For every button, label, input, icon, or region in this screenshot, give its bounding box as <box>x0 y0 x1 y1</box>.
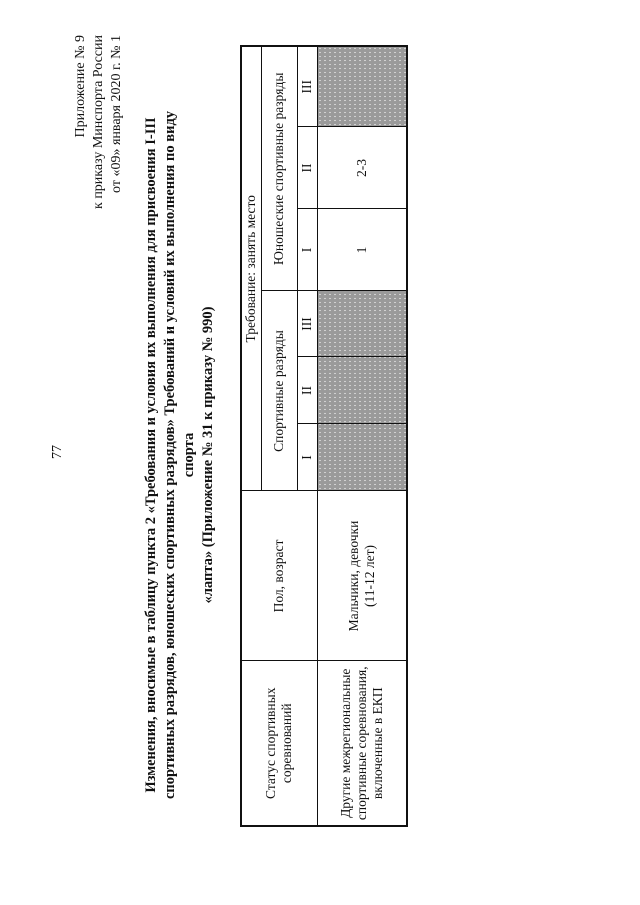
header-sport-ranks: Спортивные разряды <box>261 291 297 491</box>
cell-youth-II: 2-3 <box>317 127 407 209</box>
table-row <box>317 46 407 826</box>
header-rank-I: I <box>297 424 317 491</box>
appendix-line-3: от «09» января 2020 г. № 1 <box>109 35 124 193</box>
title-line-3: «лапта» (Приложение № 31 к приказу № 990) <box>200 306 216 604</box>
gender-age-line-1: Мальчики, девочки <box>345 520 361 632</box>
requirements-table <box>240 45 408 827</box>
title-line-2: спортивных разрядов, юношеских спортивных разрядов» Требований и условий их выполнения по виду спорта <box>162 110 197 800</box>
header-rank-II: II <box>297 357 317 424</box>
header-youth-ranks: Юношеские спортивные разряды <box>261 46 297 291</box>
cell-rank-III-shaded <box>317 291 407 357</box>
title-line-1: Изменения, вносимые в таблицу пункта 2 «Требования и условия их выполнения для присвоения I-III <box>143 117 159 793</box>
header-youth-II: II <box>297 127 317 209</box>
appendix-line-2: к приказу Минспорта России <box>91 35 106 209</box>
document-title <box>142 100 218 810</box>
gender-age-line-2: (11-12 лет) <box>361 545 377 607</box>
header-youth-III: III <box>297 46 317 127</box>
header-rank-III: III <box>297 291 317 357</box>
appendix-reference <box>72 35 126 325</box>
header-youth-I: I <box>297 209 317 291</box>
page-number: 77 <box>50 445 65 459</box>
cell-status: Другие межрегиональные спортивные соревнования, включенные в ЕКП <box>317 661 407 826</box>
appendix-line-1: Приложение № 9 <box>73 35 88 138</box>
cell-rank-II-shaded <box>317 357 407 424</box>
cell-youth-I: 1 <box>317 209 407 291</box>
header-requirement: Требование: занять место <box>241 46 261 491</box>
cell-youth-III-shaded <box>317 46 407 127</box>
header-gender-age: Пол, возраст <box>241 491 317 661</box>
cell-rank-I-shaded <box>317 424 407 491</box>
header-status: Статус спортивных соревнований <box>241 661 317 826</box>
cell-gender-age <box>317 491 407 661</box>
